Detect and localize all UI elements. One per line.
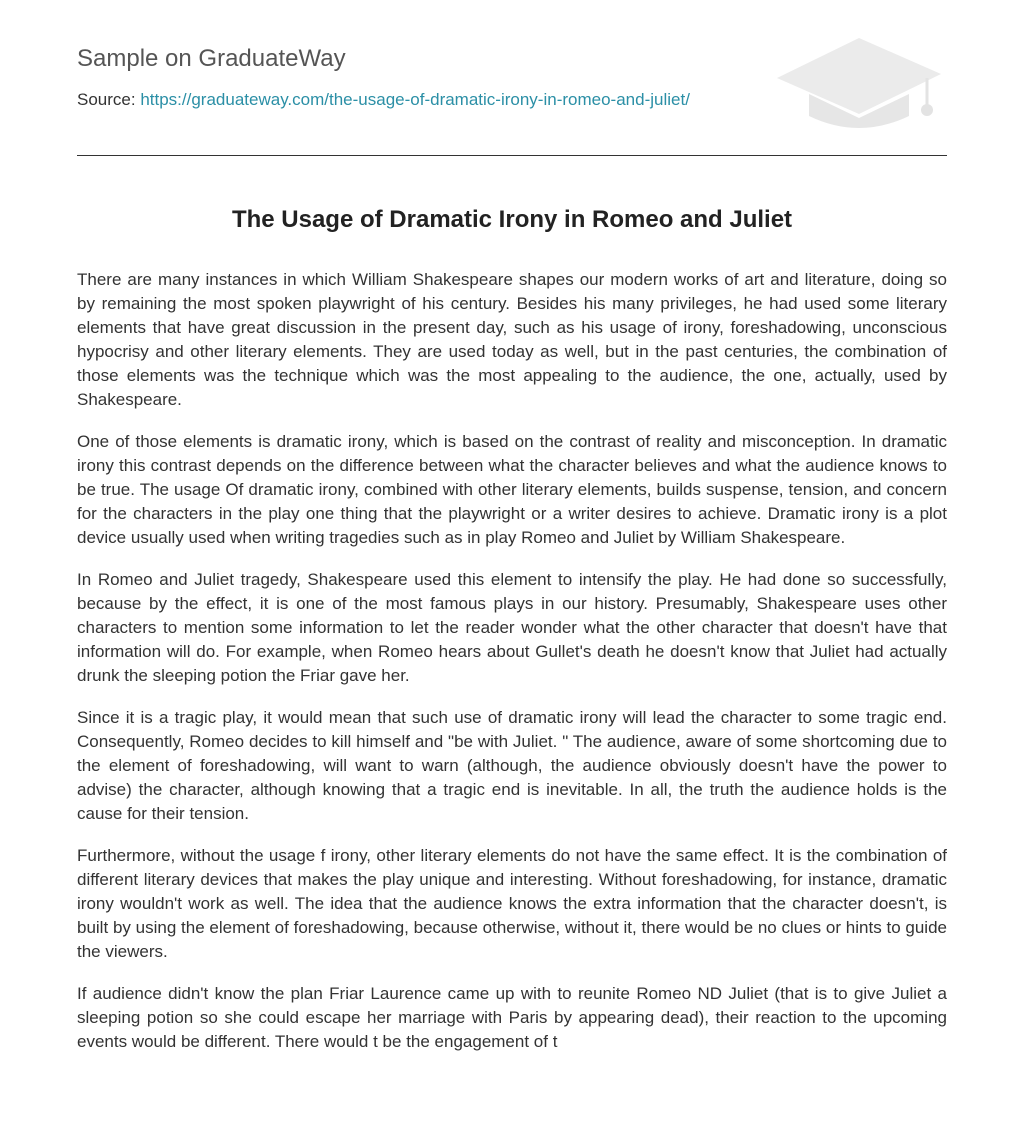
paragraph: If audience didn't know the plan Friar Laurence came up with to reunite Romeo ND Juliet (that is to give Juliet a sleeping potion so she could escape her marriage with Paris by appearing dead), their reaction to the upcoming events would be different. There would t be the engagement of t — [77, 984, 947, 1051]
paragraph: There are many instances in which William Shakespeare shapes our modern works of art and literature, doing so by remaining the most spoken playwright of his century. Besides his many privileges, he had used some literary elements that have great discussion in the present day, such as his usage of irony, foreshadowing, unconscious hypocrisy and other literary elements. They are used today as well, but in the past centuries, the combination of those elements was the technique which was the most appealing to the audience, the one, actually, used by Shakespeare. — [77, 270, 947, 409]
site-title: Sample on GraduateWay — [77, 45, 346, 72]
paragraph: Since it is a tragic play, it would mean that such use of dramatic irony will lead the character to some tragic end. Consequently, Romeo decides to kill himself and "be with Juliet. " The audience, aware of some shortcoming due to the element of foreshadowing, will want to warn (although, the audience obviously doesn't have the power to advise) the character, although knowing that a tragic end is inevitable. In all, the truth the audience holds is the cause for their tension. — [77, 708, 947, 823]
article-title: The Usage of Dramatic Irony in Romeo and Juliet — [231, 206, 793, 233]
source-label: Source: — [77, 90, 136, 109]
paragraph: Furthermore, without the usage f irony, other literary elements do not have the same effect. It is the combination of different literary devices that makes the play unique and interesting. Without foreshadowing, for instance, dramatic irony wouldn't work as well. The idea that the audience knows the extra information that the character doesn't, is built by using the element of foreshadowing, because otherwise, without it, there would be no clues or hints to guide the viewers. — [77, 846, 947, 961]
paragraph: In Romeo and Juliet tragedy, Shakespeare used this element to intensify the play. He had done so successfully, because by the effect, it is one of the most famous plays in our history. Presumably, Shakespeare uses other characters to mention some information to let the reader wonder what the other character that doesn't have that information will do. For example, when Romeo hears about Gullet's death he doesn't know that Juliet had actually drunk the sleeping potion the Friar gave her. — [77, 570, 947, 685]
paragraph: One of those elements is dramatic irony, which is based on the contrast of reality and misconception. In dramatic irony this contrast depends on the difference between what the character believes and what the audience knows to be true. The usage Of dramatic irony, combined with other literary elements, builds suspense, tension, and concern for the characters in the play one thing that the playwright or a writer desires to achieve. Dramatic irony is a plot device usually used when writing tragedies such as in play Romeo and Juliet by William Shakespeare. — [77, 432, 947, 547]
graduation-cap-icon — [777, 30, 947, 132]
source-line — [77, 89, 690, 111]
header-divider — [77, 155, 947, 156]
article-body — [77, 268, 947, 1072]
page-header — [77, 42, 947, 156]
source-link[interactable]: https://graduateway.com/the-usage-of-dramatic-irony-in-romeo-and-juliet/ — [140, 90, 690, 109]
